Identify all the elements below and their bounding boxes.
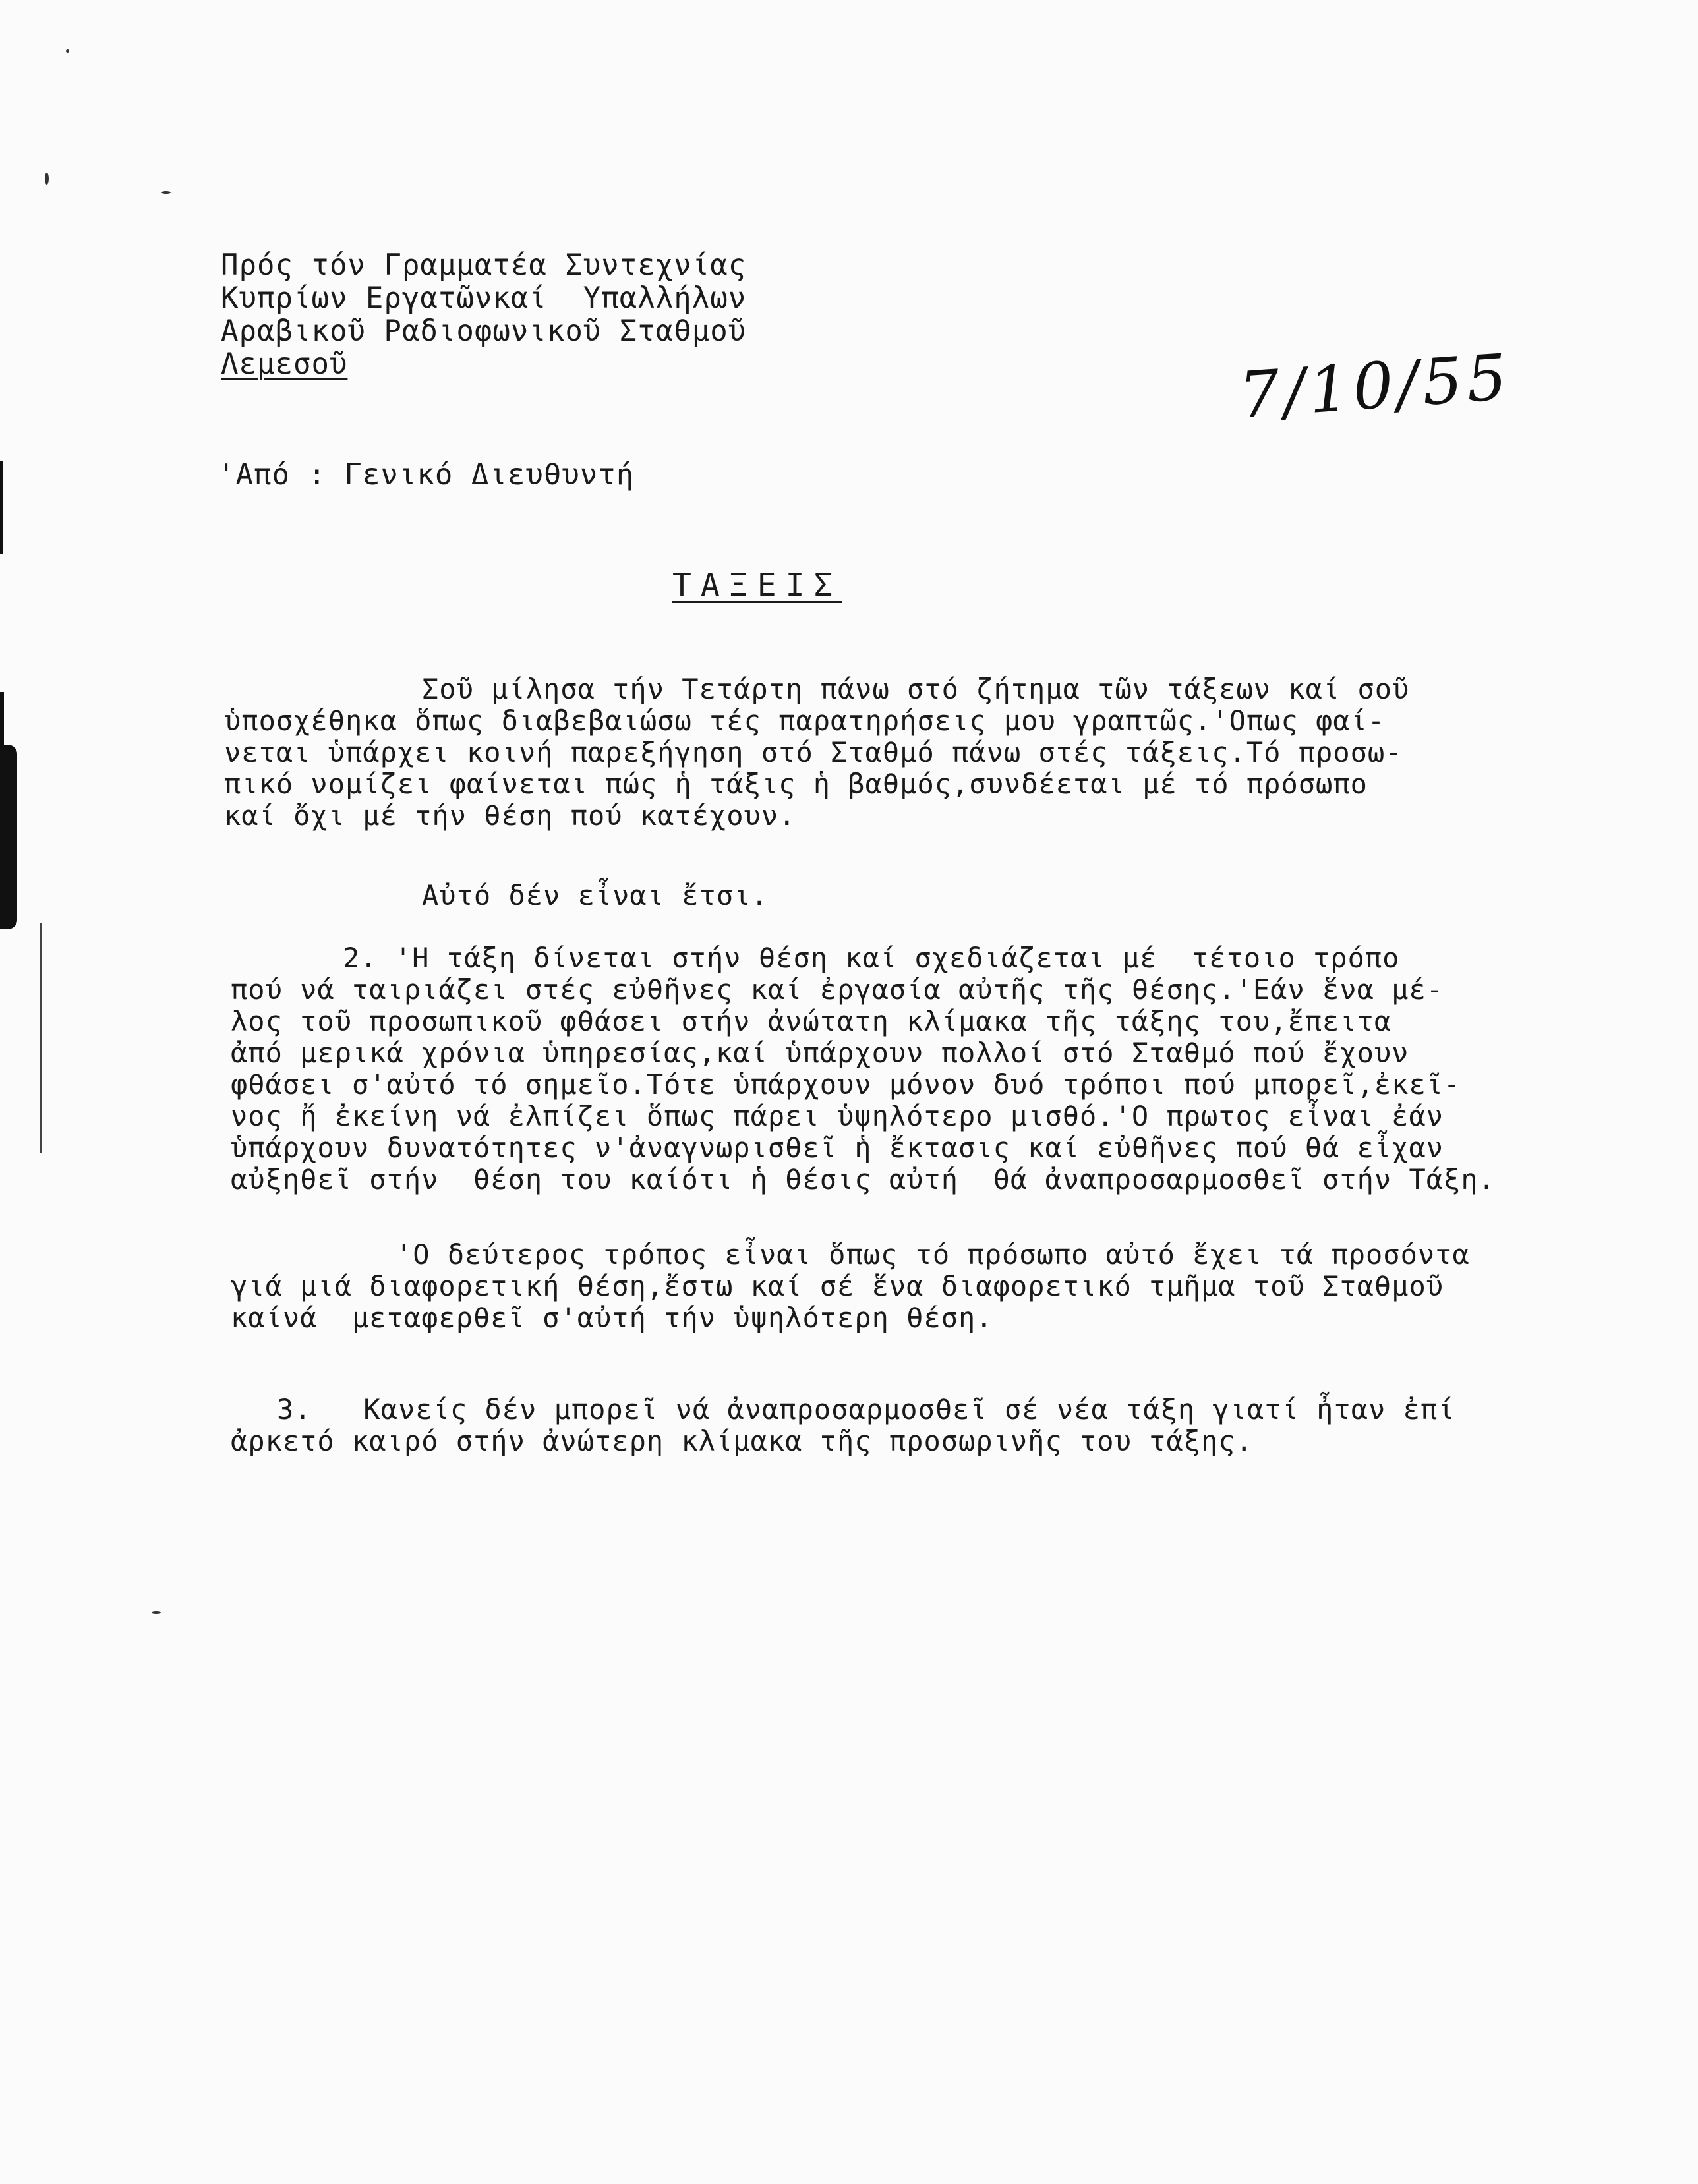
paragraph-line: ὑποσχέθηκα ὅπως διαβεβαιώσω τές παρατηρήσεις μου γραπτῶς.'Οπως φαί-	[224, 704, 1386, 737]
paragraph-line: ἀπό μερικά χρόνια ὑπηρεσίας,καί ὑπάρχουν πολλοί στό Σταθμό πού ἔχουν	[231, 1037, 1409, 1069]
sender-line: 'Από : Γενικό Διευθυντή	[218, 458, 635, 492]
scan-edge-mark	[0, 745, 17, 929]
paragraph-second-way	[231, 1239, 1470, 1334]
paragraph-line: καί ὄχι μέ τήν θέση πού κατέχουν.	[224, 799, 796, 832]
paragraph-line: Αὐτό δέν εἶναι ἔτσι.	[422, 879, 769, 911]
paragraph-line: Σοῦ μίλησα τήν Τετάρτη πάνω στό ζήτημα τῶν τάξεων καί σοῦ	[422, 673, 1410, 705]
address-line: Κυπρίων Εργατῶνκαί Υπαλλήλων	[221, 281, 747, 315]
paragraph-line: καίνά μεταφερθεῖ σ'αὐτή τήν ὑψηλότερη θέση.	[231, 1302, 993, 1334]
paragraph-line: 3. Κανείς δέν μπορεῖ νά ἀναπροσαρμοσθεῖ σέ νέα τάξη γιατί ἦταν ἐπί	[277, 1393, 1455, 1425]
address-line: Πρός τόν Γραμματέα Συντεχνίας	[221, 248, 747, 282]
paragraph-line: λος τοῦ προσωπικοῦ φθάσει στήν ἀνώτατη κλίμακα τῆς τάξης του,ἔπειτα	[231, 1005, 1392, 1037]
scan-speck	[161, 191, 171, 194]
paragraph-1	[224, 674, 1409, 832]
paragraph-line: ὑπάρχουν δυνατότητες ν'ἀναγνωρισθεῖ ἡ ἔκτασις καί εὐθῆνες πού θά εἶχαν	[231, 1132, 1444, 1164]
paragraph-line: γιά μιά διαφορετική θέση,ἔστω καί σέ ἕνα διαφορετικό τμῆμα τοῦ Σταθμοῦ	[231, 1270, 1444, 1302]
scan-speck	[45, 173, 49, 185]
handwritten-date: 7/10/55	[1237, 339, 1513, 433]
paragraph-line: νεται ὑπάρχει κοινή παρεξήγηση στό Σταθμό πάνω στές τάξεις.Τό προσω-	[224, 736, 1403, 768]
paragraph-line: πού νά ταιριάζει στές εὐθῆνες καί ἐργασία αὐτῆς τῆς θέσης.'Εάν ἕνα μέ-	[231, 973, 1444, 1006]
paragraph-line: 2. 'Η τάξη δίνεται στήν θέση καί σχεδιάζεται μέ τέτοιο τρόπο	[343, 942, 1400, 974]
recipient-address	[221, 249, 746, 381]
paragraph-2	[422, 880, 769, 911]
scan-speck	[152, 1611, 161, 1614]
address-line: Αραβικοῦ Ραδιοφωνικοῦ Σταθμοῦ	[221, 314, 747, 348]
paragraph-line: ἀρκετό καιρό στήν ἀνώτερη κλίμακα τῆς προσωρινῆς του τάξης.	[231, 1425, 1253, 1457]
paragraph-point-2	[231, 942, 1496, 1195]
paragraph-line: νος ἤ ἐκείνη νά ἐλπίζει ὅπως πάρει ὑψηλότερο μισθό.'Ο πρωτος εἶναι ἐάν	[231, 1100, 1444, 1132]
scan-edge-mark	[40, 923, 42, 1153]
paragraph-line: αὐξηθεῖ στήν θέση του καίότι ἡ θέσις αὐτή θά ἀναπροσαρμοσθεῖ στήν Τάξη.	[231, 1163, 1496, 1195]
document-title: ΤΑΞΕΙΣ	[672, 567, 842, 604]
scan-speck	[66, 49, 69, 53]
paragraph-line: 'Ο δεύτερος τρόπος εἶναι ὅπως τό πρόσωπο αὐτό ἔχει τά προσόντα	[395, 1238, 1470, 1271]
paragraph-point-3	[231, 1394, 1455, 1457]
scan-edge-mark	[0, 692, 4, 751]
paragraph-line: φθάσει σ'αὐτό τό σημεῖο.Τότε ὑπάρχουν μόνον δυό τρόποι πού μπορεῖ,ἐκεῖ-	[231, 1068, 1461, 1101]
address-city: Λεμεσοῦ	[221, 347, 348, 381]
scan-edge-mark	[0, 461, 3, 554]
paragraph-line: πικό νομίζει φαίνεται πώς ἡ τάξις ἡ βαθμός,συνδέεται μέ τό πρόσωπο	[224, 768, 1368, 800]
